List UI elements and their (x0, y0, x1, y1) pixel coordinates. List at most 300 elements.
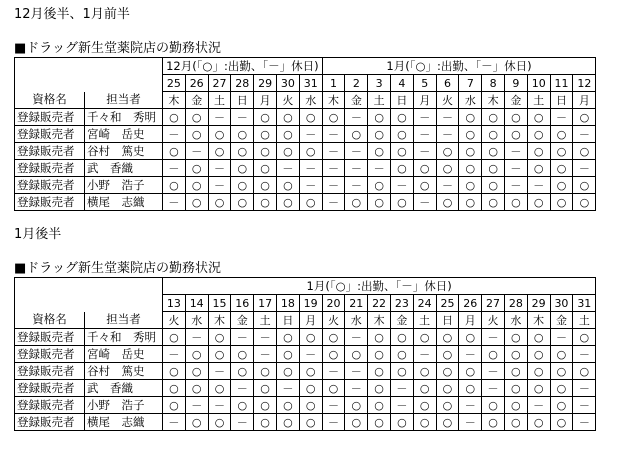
shift-mark: ○ (208, 329, 231, 346)
day-number: 12 (573, 75, 596, 92)
shift-mark: ○ (368, 346, 391, 363)
weekday: 日 (276, 312, 299, 329)
day-number: 9 (505, 75, 528, 92)
shift-mark: － (459, 414, 482, 431)
shift-mark: ○ (505, 194, 528, 211)
shift-mark: － (322, 126, 345, 143)
shift-mark: ○ (185, 414, 208, 431)
day-number: 7 (459, 75, 482, 92)
weekday: 火 (276, 92, 299, 109)
shift-mark: － (413, 143, 436, 160)
shift-mark: － (208, 160, 231, 177)
day-number: 3 (368, 75, 391, 92)
shift-mark: ○ (550, 177, 573, 194)
shift-mark: － (345, 380, 368, 397)
staff-name: 小野 浩子 (85, 177, 163, 194)
shift-mark: － (276, 160, 299, 177)
shift-mark: ○ (482, 177, 505, 194)
shift-mark: － (436, 177, 459, 194)
day-number: 13 (163, 295, 186, 312)
role-cell: 登録販売者 (15, 109, 85, 126)
role-cell: 登録販売者 (15, 414, 85, 431)
shift-mark: － (208, 363, 231, 380)
shift-mark: ○ (504, 397, 527, 414)
weekday: 木 (368, 312, 391, 329)
shift-mark: ○ (299, 194, 322, 211)
shift-mark: － (185, 143, 208, 160)
weekday: 水 (185, 312, 208, 329)
shift-mark: ○ (345, 414, 368, 431)
shift-mark: － (208, 177, 231, 194)
shift-mark: ○ (208, 126, 231, 143)
staff-name: 武 香織 (85, 160, 163, 177)
shift-mark: ○ (527, 126, 550, 143)
shift-mark: ○ (527, 194, 550, 211)
role-cell: 登録販売者 (15, 380, 85, 397)
shift-mark: ○ (345, 397, 368, 414)
shift-mark: ○ (436, 363, 459, 380)
shift-mark: ○ (254, 380, 277, 397)
shift-mark: － (299, 177, 322, 194)
shift-mark: － (550, 109, 573, 126)
shift-mark: ○ (436, 329, 459, 346)
shift-mark: － (573, 397, 596, 414)
shift-mark: ○ (573, 143, 596, 160)
shift-mark: － (322, 414, 345, 431)
day-number: 18 (276, 295, 299, 312)
shift-mark: ○ (436, 160, 459, 177)
day-number: 21 (345, 295, 368, 312)
day-number: 2 (345, 75, 368, 92)
day-number: 14 (185, 295, 208, 312)
day-number: 25 (436, 295, 459, 312)
shift-mark: ○ (322, 329, 345, 346)
shift-mark: ○ (504, 380, 527, 397)
day-number: 28 (231, 75, 254, 92)
shift-mark: ○ (482, 109, 505, 126)
shift-mark: ○ (413, 363, 436, 380)
weekday: 土 (413, 312, 436, 329)
section1-heading: 12月後半、1月前半 (14, 7, 130, 22)
weekday: 月 (299, 312, 322, 329)
weekday: 土 (573, 312, 596, 329)
weekday: 木 (322, 92, 345, 109)
shift-mark: ○ (527, 380, 550, 397)
section2-heading: 1月後半 (14, 227, 62, 242)
shift-mark: － (322, 397, 345, 414)
shift-mark: － (527, 177, 550, 194)
weekday: 月 (573, 92, 596, 109)
shift-mark: － (505, 160, 528, 177)
blank-header-cell (15, 75, 163, 92)
shift-mark: ○ (436, 414, 459, 431)
shift-mark: ○ (550, 160, 573, 177)
shift-mark: ○ (550, 194, 573, 211)
shift-mark: ○ (276, 346, 299, 363)
day-number: 27 (482, 295, 505, 312)
shift-mark: ○ (163, 143, 186, 160)
shift-mark: ○ (208, 346, 231, 363)
shift-mark: ○ (527, 346, 550, 363)
shift-mark: － (208, 109, 231, 126)
shift-mark: ○ (459, 160, 482, 177)
day-number-row (15, 295, 596, 312)
weekday: 土 (208, 92, 231, 109)
shift-mark: ○ (573, 329, 596, 346)
day-number: 5 (413, 75, 436, 92)
role-cell: 登録販売者 (15, 143, 85, 160)
day-number: 1 (322, 75, 345, 92)
table-row (15, 177, 596, 194)
shift-mark: － (231, 109, 254, 126)
shift-mark: － (505, 177, 528, 194)
blank-header-cell (15, 278, 163, 295)
shift-mark: ○ (459, 194, 482, 211)
shift-mark: ○ (231, 177, 254, 194)
shift-mark: ○ (185, 126, 208, 143)
shift-mark: ○ (368, 194, 391, 211)
shift-mark: － (413, 126, 436, 143)
shift-mark: ○ (368, 177, 391, 194)
day-number: 31 (573, 295, 596, 312)
weekday: 水 (299, 92, 322, 109)
shift-mark: ○ (459, 363, 482, 380)
day-number-row (15, 75, 596, 92)
shift-mark: － (163, 126, 186, 143)
shift-mark: － (436, 126, 459, 143)
weekday: 土 (527, 92, 550, 109)
shift-mark: － (163, 346, 186, 363)
role-cell: 登録販売者 (15, 160, 85, 177)
shift-mark: － (299, 346, 322, 363)
weekday: 月 (459, 312, 482, 329)
shift-mark: ○ (368, 126, 391, 143)
shift-mark: ○ (163, 329, 186, 346)
shift-mark: － (505, 143, 528, 160)
table-row (15, 126, 596, 143)
day-number: 26 (185, 75, 208, 92)
role-cell: 登録販売者 (15, 329, 85, 346)
name-header: 担当者 (85, 92, 163, 109)
weekday: 月 (413, 92, 436, 109)
shift-mark: ○ (391, 109, 414, 126)
table-row (15, 143, 596, 160)
staff-name: 谷村 篤史 (85, 363, 163, 380)
shift-mark: ○ (231, 160, 254, 177)
staff-name: 千々和 秀明 (85, 109, 163, 126)
shift-mark: ○ (550, 380, 573, 397)
shift-mark: ○ (276, 126, 299, 143)
shift-mark: ○ (391, 126, 414, 143)
shift-mark: ○ (436, 194, 459, 211)
table-row (15, 363, 596, 380)
table-row (15, 329, 596, 346)
shift-mark: ○ (459, 177, 482, 194)
day-number: 30 (276, 75, 299, 92)
shift-mark: － (573, 346, 596, 363)
shift-mark: ○ (254, 414, 277, 431)
shift-mark: － (413, 109, 436, 126)
weekday: 火 (482, 312, 505, 329)
shift-mark: ○ (231, 346, 254, 363)
name-header: 担当者 (85, 312, 163, 329)
staff-name: 小野 浩子 (85, 397, 163, 414)
shift-mark: － (368, 160, 391, 177)
table-row (15, 194, 596, 211)
shift-mark: ○ (254, 109, 277, 126)
shift-mark: ○ (254, 397, 277, 414)
shift-mark: － (459, 346, 482, 363)
day-number: 6 (436, 75, 459, 92)
shift-mark: ○ (505, 126, 528, 143)
shift-mark: － (482, 329, 505, 346)
day-number: 15 (208, 295, 231, 312)
shift-mark: ○ (254, 126, 277, 143)
shift-mark: － (322, 194, 345, 211)
shift-mark: ○ (482, 194, 505, 211)
shift-mark: ○ (368, 143, 391, 160)
shift-mark: － (345, 109, 368, 126)
shift-mark: ○ (368, 109, 391, 126)
shift-mark: ○ (413, 397, 436, 414)
weekday: 金 (231, 312, 254, 329)
shift-mark: ○ (299, 109, 322, 126)
table-row (15, 380, 596, 397)
shift-mark: ○ (504, 414, 527, 431)
shift-mark: ○ (185, 177, 208, 194)
shift-mark: ○ (413, 329, 436, 346)
shift-mark: － (413, 346, 436, 363)
table-row (15, 109, 596, 126)
role-cell: 登録販売者 (15, 177, 85, 194)
shift-mark: ○ (527, 329, 550, 346)
weekday: 木 (527, 312, 550, 329)
shift-mark: ○ (482, 346, 505, 363)
shift-mark: ○ (413, 177, 436, 194)
shift-mark: － (163, 414, 186, 431)
shift-mark: ○ (527, 363, 550, 380)
shift-mark: － (231, 414, 254, 431)
role-header: 資格名 (15, 92, 85, 109)
shift-mark: ○ (413, 160, 436, 177)
shift-mark: ○ (459, 126, 482, 143)
weekday: 日 (231, 92, 254, 109)
shift-mark: ○ (368, 380, 391, 397)
day-number: 8 (482, 75, 505, 92)
table-row (15, 346, 596, 363)
shift-mark: ○ (299, 329, 322, 346)
shift-mark: ○ (231, 194, 254, 211)
weekday: 日 (436, 312, 459, 329)
weekday: 日 (550, 92, 573, 109)
weekday: 水 (345, 312, 368, 329)
table-row (15, 160, 596, 177)
shift-mark: ○ (368, 363, 391, 380)
weekday: 木 (482, 92, 505, 109)
day-number: 4 (391, 75, 414, 92)
weekday: 火 (322, 312, 345, 329)
role-cell: 登録販売者 (15, 363, 85, 380)
shift-mark: ○ (231, 363, 254, 380)
shift-mark: ○ (185, 346, 208, 363)
shift-mark: ○ (504, 346, 527, 363)
shift-mark: ○ (368, 397, 391, 414)
shift-mark: ○ (459, 109, 482, 126)
role-header: 資格名 (15, 312, 85, 329)
weekday: 月 (254, 92, 277, 109)
shift-mark: ○ (185, 194, 208, 211)
shift-mark: － (322, 363, 345, 380)
blank-header-cell (15, 295, 163, 312)
shift-mark: ○ (391, 194, 414, 211)
shift-mark: ○ (391, 160, 414, 177)
shift-mark: － (185, 329, 208, 346)
weekday-row (15, 312, 596, 329)
weekday: 土 (254, 312, 277, 329)
schedule-table-2 (14, 277, 596, 431)
shift-mark: － (163, 160, 186, 177)
shift-mark: ○ (482, 397, 505, 414)
shift-mark: － (322, 160, 345, 177)
shift-mark: ○ (390, 363, 413, 380)
shift-mark: ○ (482, 126, 505, 143)
shift-mark: ○ (254, 363, 277, 380)
table-row (15, 414, 596, 431)
day-number: 22 (368, 295, 391, 312)
shift-mark: ○ (390, 346, 413, 363)
weekday: 金 (550, 312, 573, 329)
shift-mark: － (482, 380, 505, 397)
shift-mark: ○ (345, 194, 368, 211)
shift-mark: ○ (459, 329, 482, 346)
shift-mark: ○ (322, 346, 345, 363)
shift-mark: ○ (322, 109, 345, 126)
table-row (15, 397, 596, 414)
shift-mark: － (573, 414, 596, 431)
weekday: 木 (163, 92, 186, 109)
shift-mark: ○ (231, 397, 254, 414)
shift-mark: ○ (573, 194, 596, 211)
day-number: 23 (390, 295, 413, 312)
shift-mark: ○ (185, 109, 208, 126)
staff-name: 谷村 篤史 (85, 143, 163, 160)
day-number: 25 (163, 75, 186, 92)
weekday: 金 (390, 312, 413, 329)
weekday: 日 (391, 92, 414, 109)
shift-mark: － (527, 397, 550, 414)
shift-mark: － (276, 380, 299, 397)
period-label: 1月(「○」:出勤、「－」休日) (322, 58, 596, 75)
shift-mark: ○ (504, 363, 527, 380)
shift-mark: ○ (322, 380, 345, 397)
day-number: 11 (550, 75, 573, 92)
shift-mark: － (254, 346, 277, 363)
shift-mark: － (345, 160, 368, 177)
shift-mark: ○ (163, 363, 186, 380)
shift-mark: － (390, 380, 413, 397)
shift-mark: ○ (550, 414, 573, 431)
shift-mark: ○ (231, 143, 254, 160)
shift-mark: ○ (459, 143, 482, 160)
shift-mark: ○ (231, 126, 254, 143)
shift-mark: ○ (391, 143, 414, 160)
weekday: 金 (345, 92, 368, 109)
shift-mark: ○ (254, 143, 277, 160)
weekday: 火 (436, 92, 459, 109)
staff-name: 横尾 志織 (85, 414, 163, 431)
shift-mark: ○ (482, 160, 505, 177)
day-number: 17 (254, 295, 277, 312)
shift-mark: － (322, 177, 345, 194)
shift-mark: ○ (345, 126, 368, 143)
shift-mark: ○ (436, 380, 459, 397)
shift-mark: ○ (413, 414, 436, 431)
shift-mark: － (345, 329, 368, 346)
day-number: 24 (413, 295, 436, 312)
role-cell: 登録販売者 (15, 397, 85, 414)
shift-mark: ○ (185, 380, 208, 397)
shift-mark: ○ (436, 397, 459, 414)
shift-mark: ○ (276, 177, 299, 194)
weekday: 水 (504, 312, 527, 329)
shift-mark: － (413, 194, 436, 211)
shift-mark: ○ (254, 160, 277, 177)
shift-mark: ○ (459, 380, 482, 397)
shift-mark: ○ (573, 177, 596, 194)
shift-mark: － (163, 194, 186, 211)
weekday: 火 (163, 312, 186, 329)
shift-mark: － (482, 363, 505, 380)
shift-mark: － (345, 177, 368, 194)
shift-mark: ○ (208, 380, 231, 397)
section2-subtitle: ■ドラッグ新生堂薬院店の勤務状況 (14, 261, 222, 276)
day-number: 29 (527, 295, 550, 312)
shift-mark: ○ (163, 397, 186, 414)
shift-mark: － (322, 143, 345, 160)
staff-name: 千々和 秀明 (85, 329, 163, 346)
day-number: 27 (208, 75, 231, 92)
shift-mark: ○ (390, 329, 413, 346)
shift-mark: ○ (368, 414, 391, 431)
shift-mark: － (299, 126, 322, 143)
shift-mark: ○ (436, 346, 459, 363)
shift-mark: ○ (299, 414, 322, 431)
staff-name: 宮崎 岳史 (85, 126, 163, 143)
shift-mark: ○ (527, 160, 550, 177)
staff-name: 宮崎 岳史 (85, 346, 163, 363)
shift-mark: ○ (208, 414, 231, 431)
shift-mark: ○ (550, 363, 573, 380)
shift-mark: ○ (163, 380, 186, 397)
shift-mark: ○ (254, 194, 277, 211)
shift-mark: － (254, 329, 277, 346)
shift-mark: ○ (276, 363, 299, 380)
shift-mark: ○ (550, 126, 573, 143)
shift-mark: ○ (208, 143, 231, 160)
period-label: 1月(「○」:出勤、「－」休日) (163, 278, 596, 295)
shift-mark: ○ (550, 397, 573, 414)
day-number: 10 (527, 75, 550, 92)
shift-mark: － (208, 397, 231, 414)
weekday: 水 (459, 92, 482, 109)
shift-mark: － (299, 160, 322, 177)
shift-mark: － (573, 160, 596, 177)
shift-mark: － (573, 380, 596, 397)
staff-name: 横尾 志織 (85, 194, 163, 211)
day-number: 29 (254, 75, 277, 92)
shift-mark: － (231, 329, 254, 346)
shift-mark: ○ (368, 329, 391, 346)
